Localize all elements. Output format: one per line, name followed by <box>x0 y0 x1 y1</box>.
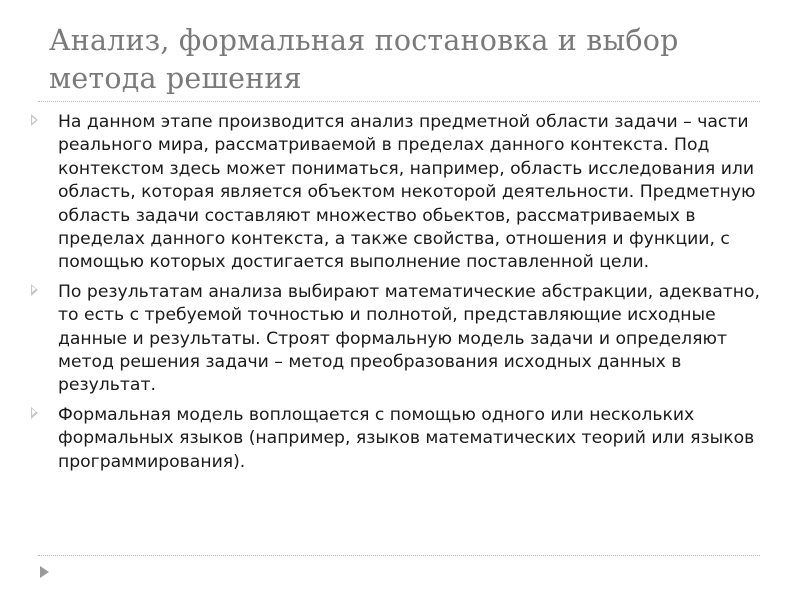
next-slide-arrow-icon[interactable] <box>40 566 49 578</box>
bullet-text: Формальная модель воплощается с помощью одного или нескольких формальных языков (например, языков математических теорий или языков программирования). <box>58 404 755 472</box>
hollow-triangle-bullet-icon <box>31 284 38 296</box>
footer-divider <box>38 555 760 556</box>
slide-title: Анализ, формальная постановка и выбор метода решения <box>49 24 679 95</box>
hollow-triangle-bullet-icon <box>31 114 38 126</box>
bullet-item-analysis <box>26 111 766 275</box>
bullet-item-formal-languages <box>26 404 766 474</box>
bullet-text: По результатам анализа выбирают математические абстракции, адекватно, то есть с требуемой точностью и полнотой, представляющие исходные данные и результаты. Строят формальную модель задачи и определяют метод решения задачи – метод преобразования исходных данных в результат. <box>58 281 760 396</box>
title-divider <box>38 101 760 102</box>
bullet-item-abstraction <box>26 281 766 398</box>
hollow-triangle-bullet-icon <box>31 407 38 419</box>
bullet-text: На данном этапе производится анализ предметной области задачи – части реального мира, рассматриваемой в пределах данного контекста. Под контекстом здесь может пониматься, например, область исследования или область, которая является объектом некоторой деятельности. Предметную область задачи составляют множество обьектов, рассматриваемых в пределах данного контекста, а также свойства, отношения и функции, с помощью которых достигается выполнение поставленной цели. <box>58 112 756 273</box>
bullet-list <box>26 111 766 480</box>
